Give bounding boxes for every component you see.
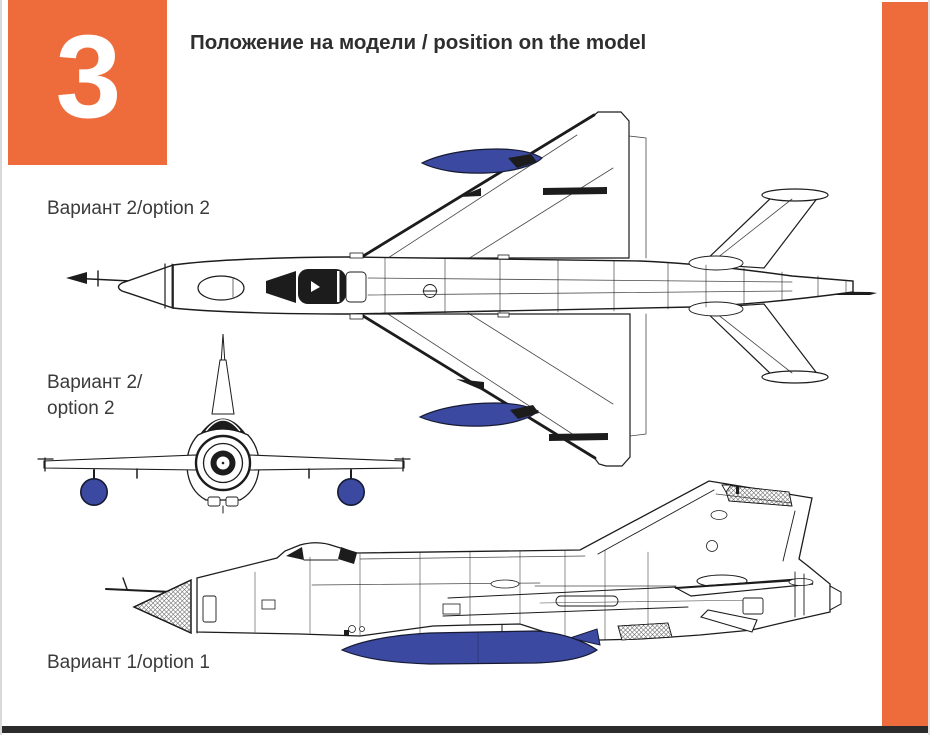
- side-view-drawing: [106, 481, 841, 664]
- left-wing-front: [44, 455, 197, 470]
- label-front-view-line2: option 2: [47, 398, 115, 419]
- fuel-tank-front-right: [338, 479, 364, 505]
- fuel-tank-front-left: [81, 479, 107, 505]
- right-accent-bar: [882, 2, 928, 726]
- top-view-drawing: [66, 112, 877, 466]
- page-bottom-edge: [0, 726, 930, 733]
- belly-hatch-panel: [618, 623, 672, 640]
- label-front-view-line1: Вариант 2/: [47, 372, 143, 393]
- label-side-view-text: Вариант 1/option 1: [47, 652, 210, 673]
- step-number: 3: [55, 10, 120, 143]
- direction-arrow-icon: [66, 272, 87, 284]
- label-top-view-text: Вариант 2/option 2: [47, 198, 210, 219]
- right-wing-front: [249, 455, 404, 470]
- page-title: Положение на модели / position on the model: [190, 31, 647, 54]
- fuel-tank-centerline: [342, 631, 597, 664]
- fin-front: [212, 360, 234, 414]
- page-left-edge: [0, 0, 2, 735]
- radome-side: [134, 580, 191, 633]
- front-view-drawing: [38, 334, 410, 513]
- exhaust-nozzle: [830, 586, 841, 610]
